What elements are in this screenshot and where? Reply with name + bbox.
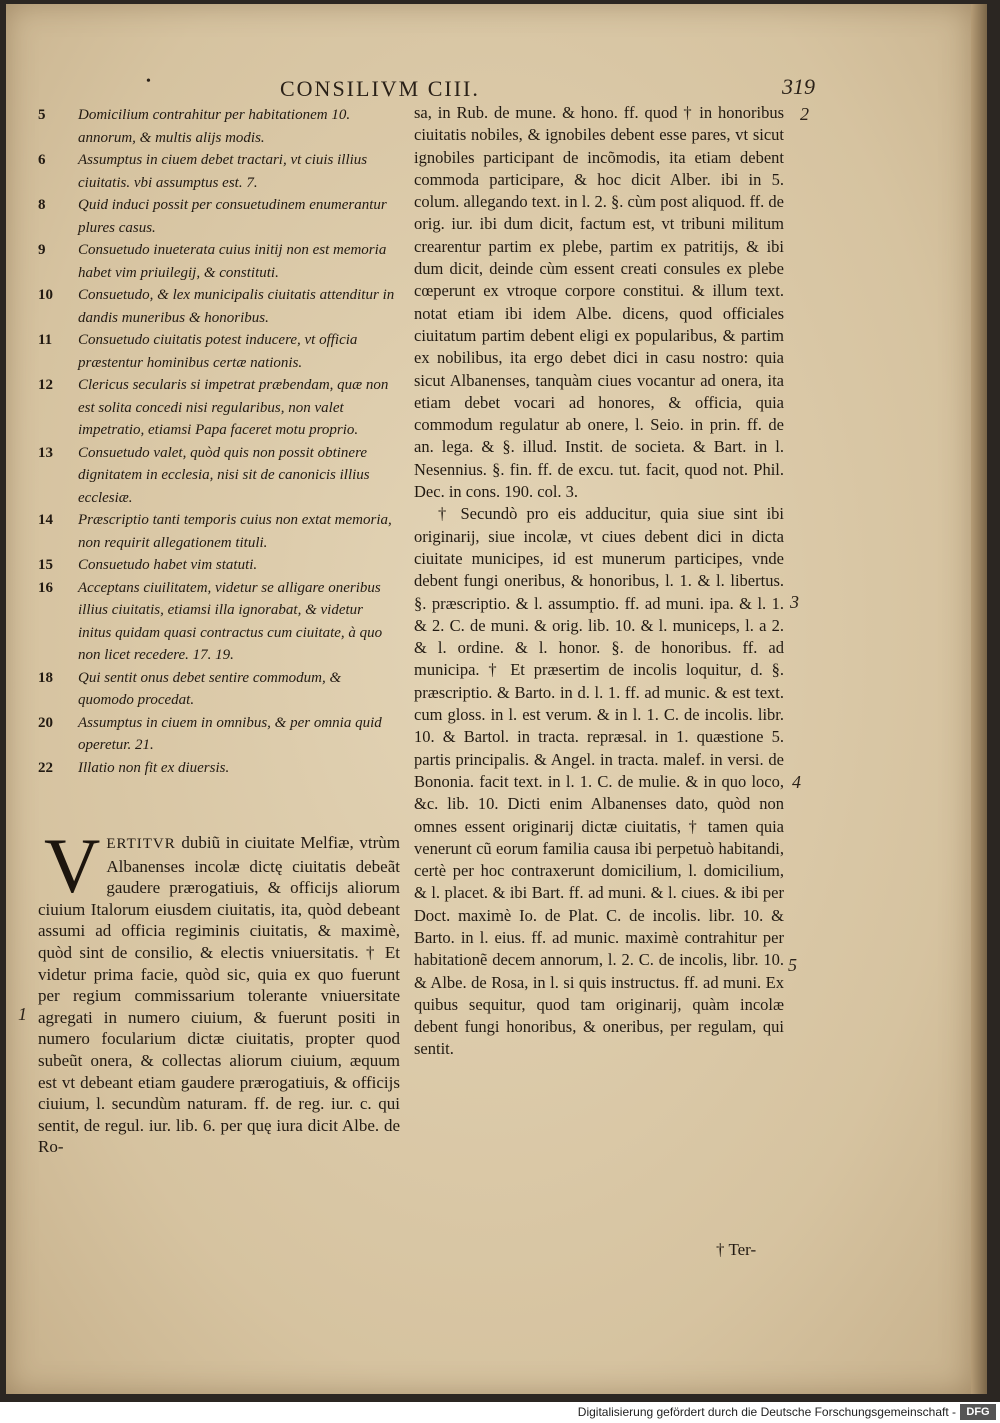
summary-text: Consuetudo, & lex municipalis ciuitatis attenditur in dandis muneribus & honoribus. [78,287,395,326]
summary-number: 22 [38,759,53,776]
first-word: ERTITVR [106,836,176,852]
summary-number: 10 [38,287,53,303]
summary-item [38,577,400,667]
summary-number: 18 [38,669,53,686]
summary-text: Illatio non fit ex diuersis. [78,759,230,776]
summary-text: Consuetudo ciuitatis potest inducere, vt officia præstentur hominibus certæ nationis. [78,332,358,371]
summary-item [38,194,400,239]
summary-number: 6 [38,152,46,168]
summary-item [38,329,400,374]
summary-text: Qui sentit onus debet sentire commodum, & quomodo procedat. [78,669,342,708]
summary-item [38,554,400,577]
running-head-title: CONSILIVM CIII. [280,76,480,101]
summary-number: 5 [38,107,46,123]
right-paragraph-2: † Secundò pro eis adducitur, quia siue sint ibi originarij, siue incolæ, vt ciues debent dici in dicta ciuitate municipes, id est munerum participes, vnde debent fungi oneribus, & honoribus, l. 1. & l. libertus. §. præscriptio. & l. assumptio. ff. ad muni. ipa. & l. 1. & 2. C. de muni. & orig. lib. 10. & l. municeps, l. a 2. & l. ordine. & l. honor. §. de honoribus. ff. ad municipa. † Et præsertim de incolis loquitur, d. §. præscriptio. & Barto. in d. l. 1. ff. ad munic. & est text. cum gloss. in l. est verum. & in l. 1. C. de incolis. libr. 10. & Bartol. in tracta. repræsal. in 1. quæstione 5. partis principalis. & Angel. in tracta. malef. in versi. de Bononia. facit text. in l. 1. C. de mulie. & in quo loco, &c. lib. 10. Dicti enim Albanenses dato, quòd non omnes essent originarij dictæ ciuitatis, † tamen quia venerunt cũ eorum familia causa ibi perpetuò habitandi, certè per hoc contraxerunt domicilium, l. domicilium, & l. placet. & ibi Bart. ff. ad muni. & l. ciues. & ibi per Doct. maximè Io. de Plat. C. de incolis. libr. 10. & Barto. in l. eius. ff. ad munic. maximè contrahitur per habitationẽ decem annorum, l. 2. C. de incolis, libr. 10. & Albe. de Rosa, in l. si quis instructus. ff. ad muni. Ex quibus sequitur, quod tam originarij, quàm incolæ debent fungi honoribus, & oneribus, per regulam, qui sentit. [414,504,784,1059]
summary-item [38,149,400,194]
summary-text: Consuetudo valet, quòd quis non possit obtinere dignitatem in ecclesia, nisi sit de canonicis illius ecclesiæ. [78,444,370,506]
summary-number: 11 [38,332,53,348]
main-paragraph [38,822,400,1158]
dfg-logo: DFG [960,1404,996,1420]
summary-number: 12 [38,377,53,393]
summary-text: Consuetudo habet vim statuti. [78,557,258,573]
summary-number: 9 [38,242,46,258]
margin-number: 3 [790,592,799,612]
summary-number: 20 [38,714,53,731]
summary-list [38,104,400,779]
footer-bar [0,1402,1000,1423]
main-body: dubiũ in ciuitate Melfiæ, vtrùm Albanenses incolæ dictę ciuitatis debeãt gaudere prærogatiuis, & officijs aliorum ciuium Italorum eiusdem ciuitatis, ita, quòd debeant assumi ad officia regiminis ciuitatis, & maximè, quòd sint de consilio, & electis vniuersitatis. † Et videtur prima facie, quòd sic, quia ex quo fuerunt per regium commissarium tolerante vniuersitate agregati in numero ciuium, & fuerunt positi in numero focularium dictæ ciuitatis, propter quod subeũt onera, & collectas aliorum ciuium, æquum est vt debeant etiam gaudere prærogatiuis, & officijs ciuium, l. secundùm naturam. ff. de reg. iur. c. qui sentit, de regul. iur. lib. 6. per quę iura dicit Albe. de Ro- [38,833,400,1157]
summary-item [38,712,400,757]
summary-text: Clericus secularis si impetrat præbendam, quæ non est solita concedi nisi regularibus, non valet impetratio, etiamsi Papa faceret motu proprio. [78,377,389,438]
summary-item [38,284,400,329]
summary-item [38,239,400,284]
footer-credit: Digitalisierung gefördert durch die Deutsche Forschungsgemeinschaft - [577,1405,956,1419]
summary-item [38,442,400,510]
summary-text: Domicilium contrahitur per habitationem 10. annorum, & multis alijs modis. [78,107,351,146]
summary-item [38,374,400,442]
summary-item [38,667,400,712]
summary-number: 13 [38,444,53,461]
summary-number: 15 [38,557,53,573]
right-paragraph-1: sa, in Rub. de mune. & hono. ff. quod † in honoribus ciuitatis nobiles, & ignobiles debent esse pares, vt sicut ignobiles participant de incõmodis, ita etiam debent commoda participare, & hoc dicit Alber. ibi in 5. colum. allegando text. in l. 2. §. cùm post aliquod. ff. de orig. iur. ibi dum dicit, factum est, vt tribuni militum crearentur partim ex plebe, partim ex patritijs, & ibi dum dicit, deinde cùm essent creati consules ex plebe cœperunt ex vtroque corpore constitui. & illum text. notat etiam ibi idem Albe. dicens, quod officiales ciuitatum partim debent eligi ex popularibus, & partim ex nobilibus, ita ergo debet dici in casu nostro: quia sicut Albanenses, tanquàm ciues vocantur ad onera, ita etiam debet vocari ad honores, & officia, quia commodum regulatur ab onere, l. Seio. in prin. ff. de an. lega. & §. illud. Instit. de societa. & Bart. in l. Nesennius. §. fin. ff. de excu. tut. facit, quod not. Phil. Dec. in cons. 190. col. 3. [414,103,784,502]
page-edge [971,4,987,1394]
summary-item [38,509,400,554]
summary-text: Assumptus in ciuem debet tractari, vt ciuis illius ciuitatis. vbi assumptus est. 7. [78,152,368,191]
summary-item [38,757,400,780]
margin-number: 4 [792,772,801,792]
drop-cap: V [44,822,101,909]
summary-number: 14 [38,512,53,528]
catchword: † Ter- [716,1240,757,1259]
main-text [38,822,400,1158]
header-ornament: • [146,74,151,89]
summary-text: Assumptus in ciuem in omnibus, & per omnia quid operetur. 21. [78,714,382,753]
page-number: 319 [782,74,815,99]
summary-text: Acceptans ciuilitatem, videtur se alligare oneribus illius ciuitatis, etiamsi illa ignorabat, & videtur initus quidam quasi contractus cum ciuitate, à quo non licet recedere. 17. 19. [78,579,383,663]
summary-number: 16 [38,579,53,596]
margin-number: 5 [788,955,797,975]
summary-text: Quid induci possit per consuetudinem enumerantur plures casus. [78,197,387,236]
margin-number: 2 [800,104,809,124]
summary-text: Consuetudo inueterata cuius initij non est memoria habet vim priuilegij, & constituti. [78,242,387,281]
summary-item [38,104,400,149]
summary-number: 8 [38,197,46,213]
margin-number: 1 [18,1004,27,1024]
summary-text: Præscriptio tanti temporis cuius non extat memoria, non requirit allegationem tituli. [78,512,392,551]
right-column [414,102,784,1061]
